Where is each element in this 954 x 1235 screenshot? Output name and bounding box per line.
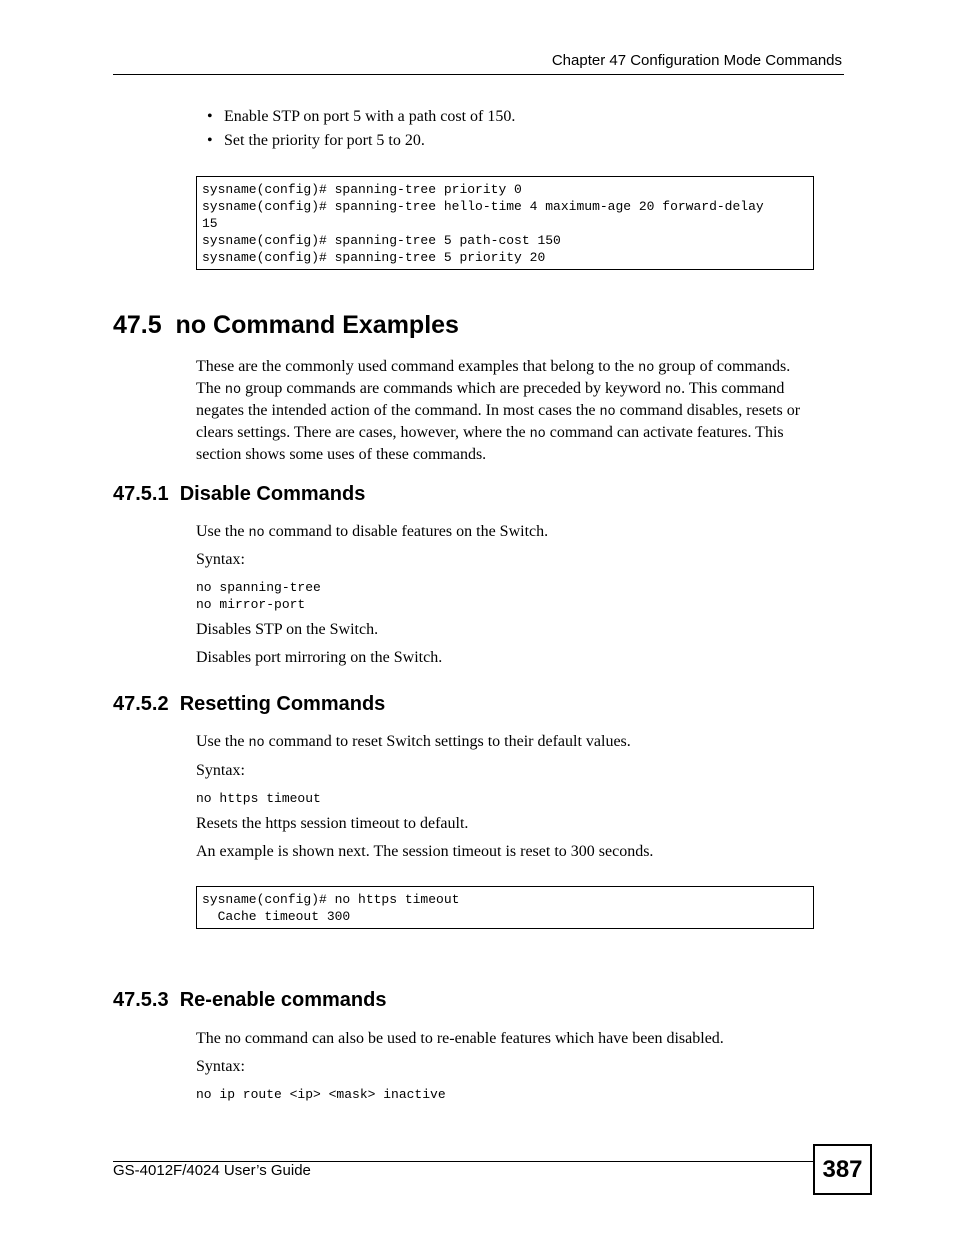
page-number: 387 [822, 1155, 863, 1183]
keyword-no: no [529, 427, 546, 442]
bullet-text: Enable STP on port 5 with a path cost of 150. [224, 108, 516, 125]
syntax-block [196, 579, 321, 613]
list-item [207, 131, 827, 155]
code-line: sysname(config)# spanning-tree 5 priority 20 [202, 250, 546, 265]
bullet-icon: • [207, 132, 213, 149]
paragraph-line: The no group commands are commands which are preceded by keyword no. This command [196, 380, 785, 398]
section-47-5-1-intro: Use the no command to disable features on the Switch. [196, 523, 549, 541]
section-heading-47-5: 47.5 no Command Examples [113, 311, 459, 339]
bullet-icon: • [207, 108, 213, 125]
section-heading-47-5-3: 47.5.3 Re-enable commands [113, 989, 387, 1011]
section-47-5-3-intro: The no command can also be used to re-enable features which have been disabled. [196, 1030, 724, 1047]
section-47-5-paragraph [196, 357, 856, 465]
code-example-box [196, 176, 814, 270]
running-header: Chapter 47 Configuration Mode Commands [551, 52, 842, 69]
description-text: An example is shown next. The session timeout is reset to 300 seconds. [196, 843, 654, 860]
keyword-no: no [248, 736, 265, 751]
keyword-no: no [664, 383, 682, 398]
syntax-line: no ip route <ip> <mask> inactive [196, 1087, 446, 1102]
code-line: sysname(config)# spanning-tree hello-time 4 maximum-age 20 forward-delay [202, 199, 764, 214]
keyword-no: no [599, 405, 616, 420]
bullet-text: Set the priority for port 5 to 20. [224, 132, 425, 149]
paragraph-line: These are the commonly used command examples that belong to the no group of commands. [196, 358, 791, 376]
page-number-box [813, 1144, 872, 1195]
list-item [207, 107, 827, 131]
code-example-box [196, 886, 814, 929]
keyword-no: no [248, 526, 265, 541]
keyword-no: no [638, 361, 655, 376]
code-line: sysname(config)# spanning-tree 5 path-cost 150 [202, 233, 561, 248]
code-line: sysname(config)# spanning-tree priority 0 [202, 182, 522, 197]
syntax-label: Syntax: [196, 1058, 245, 1075]
syntax-line: no https timeout [196, 791, 321, 806]
description-text: Disables port mirroring on the Switch. [196, 649, 443, 666]
code-line: no mirror-port [196, 597, 306, 612]
code-line: no spanning-tree [196, 580, 321, 595]
paragraph-line: clears settings. There are cases, however, where the no command can activate features. This [196, 424, 784, 442]
code-line: 15 [202, 216, 218, 231]
description-text: Resets the https session timeout to default. [196, 815, 469, 832]
paragraph-line: section shows some uses of these commands. [196, 446, 487, 463]
keyword-no: no [224, 383, 242, 398]
header-rule [113, 74, 844, 75]
syntax-label: Syntax: [196, 762, 245, 779]
guide-title: GS-4012F/4024 User’s Guide [113, 1162, 311, 1179]
section-heading-47-5-2: 47.5.2 Resetting Commands [113, 693, 386, 715]
code-line: sysname(config)# no https timeout [202, 892, 460, 907]
section-heading-47-5-1: 47.5.1 Disable Commands [113, 483, 366, 505]
bullet-list [207, 107, 827, 155]
code-line: Cache timeout 300 [202, 909, 351, 924]
paragraph-line: negates the intended action of the command. In most cases the no command disables, resets or [196, 402, 801, 420]
description-text: Disables STP on the Switch. [196, 621, 379, 638]
syntax-label: Syntax: [196, 551, 245, 568]
section-47-5-2-intro: Use the no command to reset Switch settings to their default values. [196, 733, 631, 751]
